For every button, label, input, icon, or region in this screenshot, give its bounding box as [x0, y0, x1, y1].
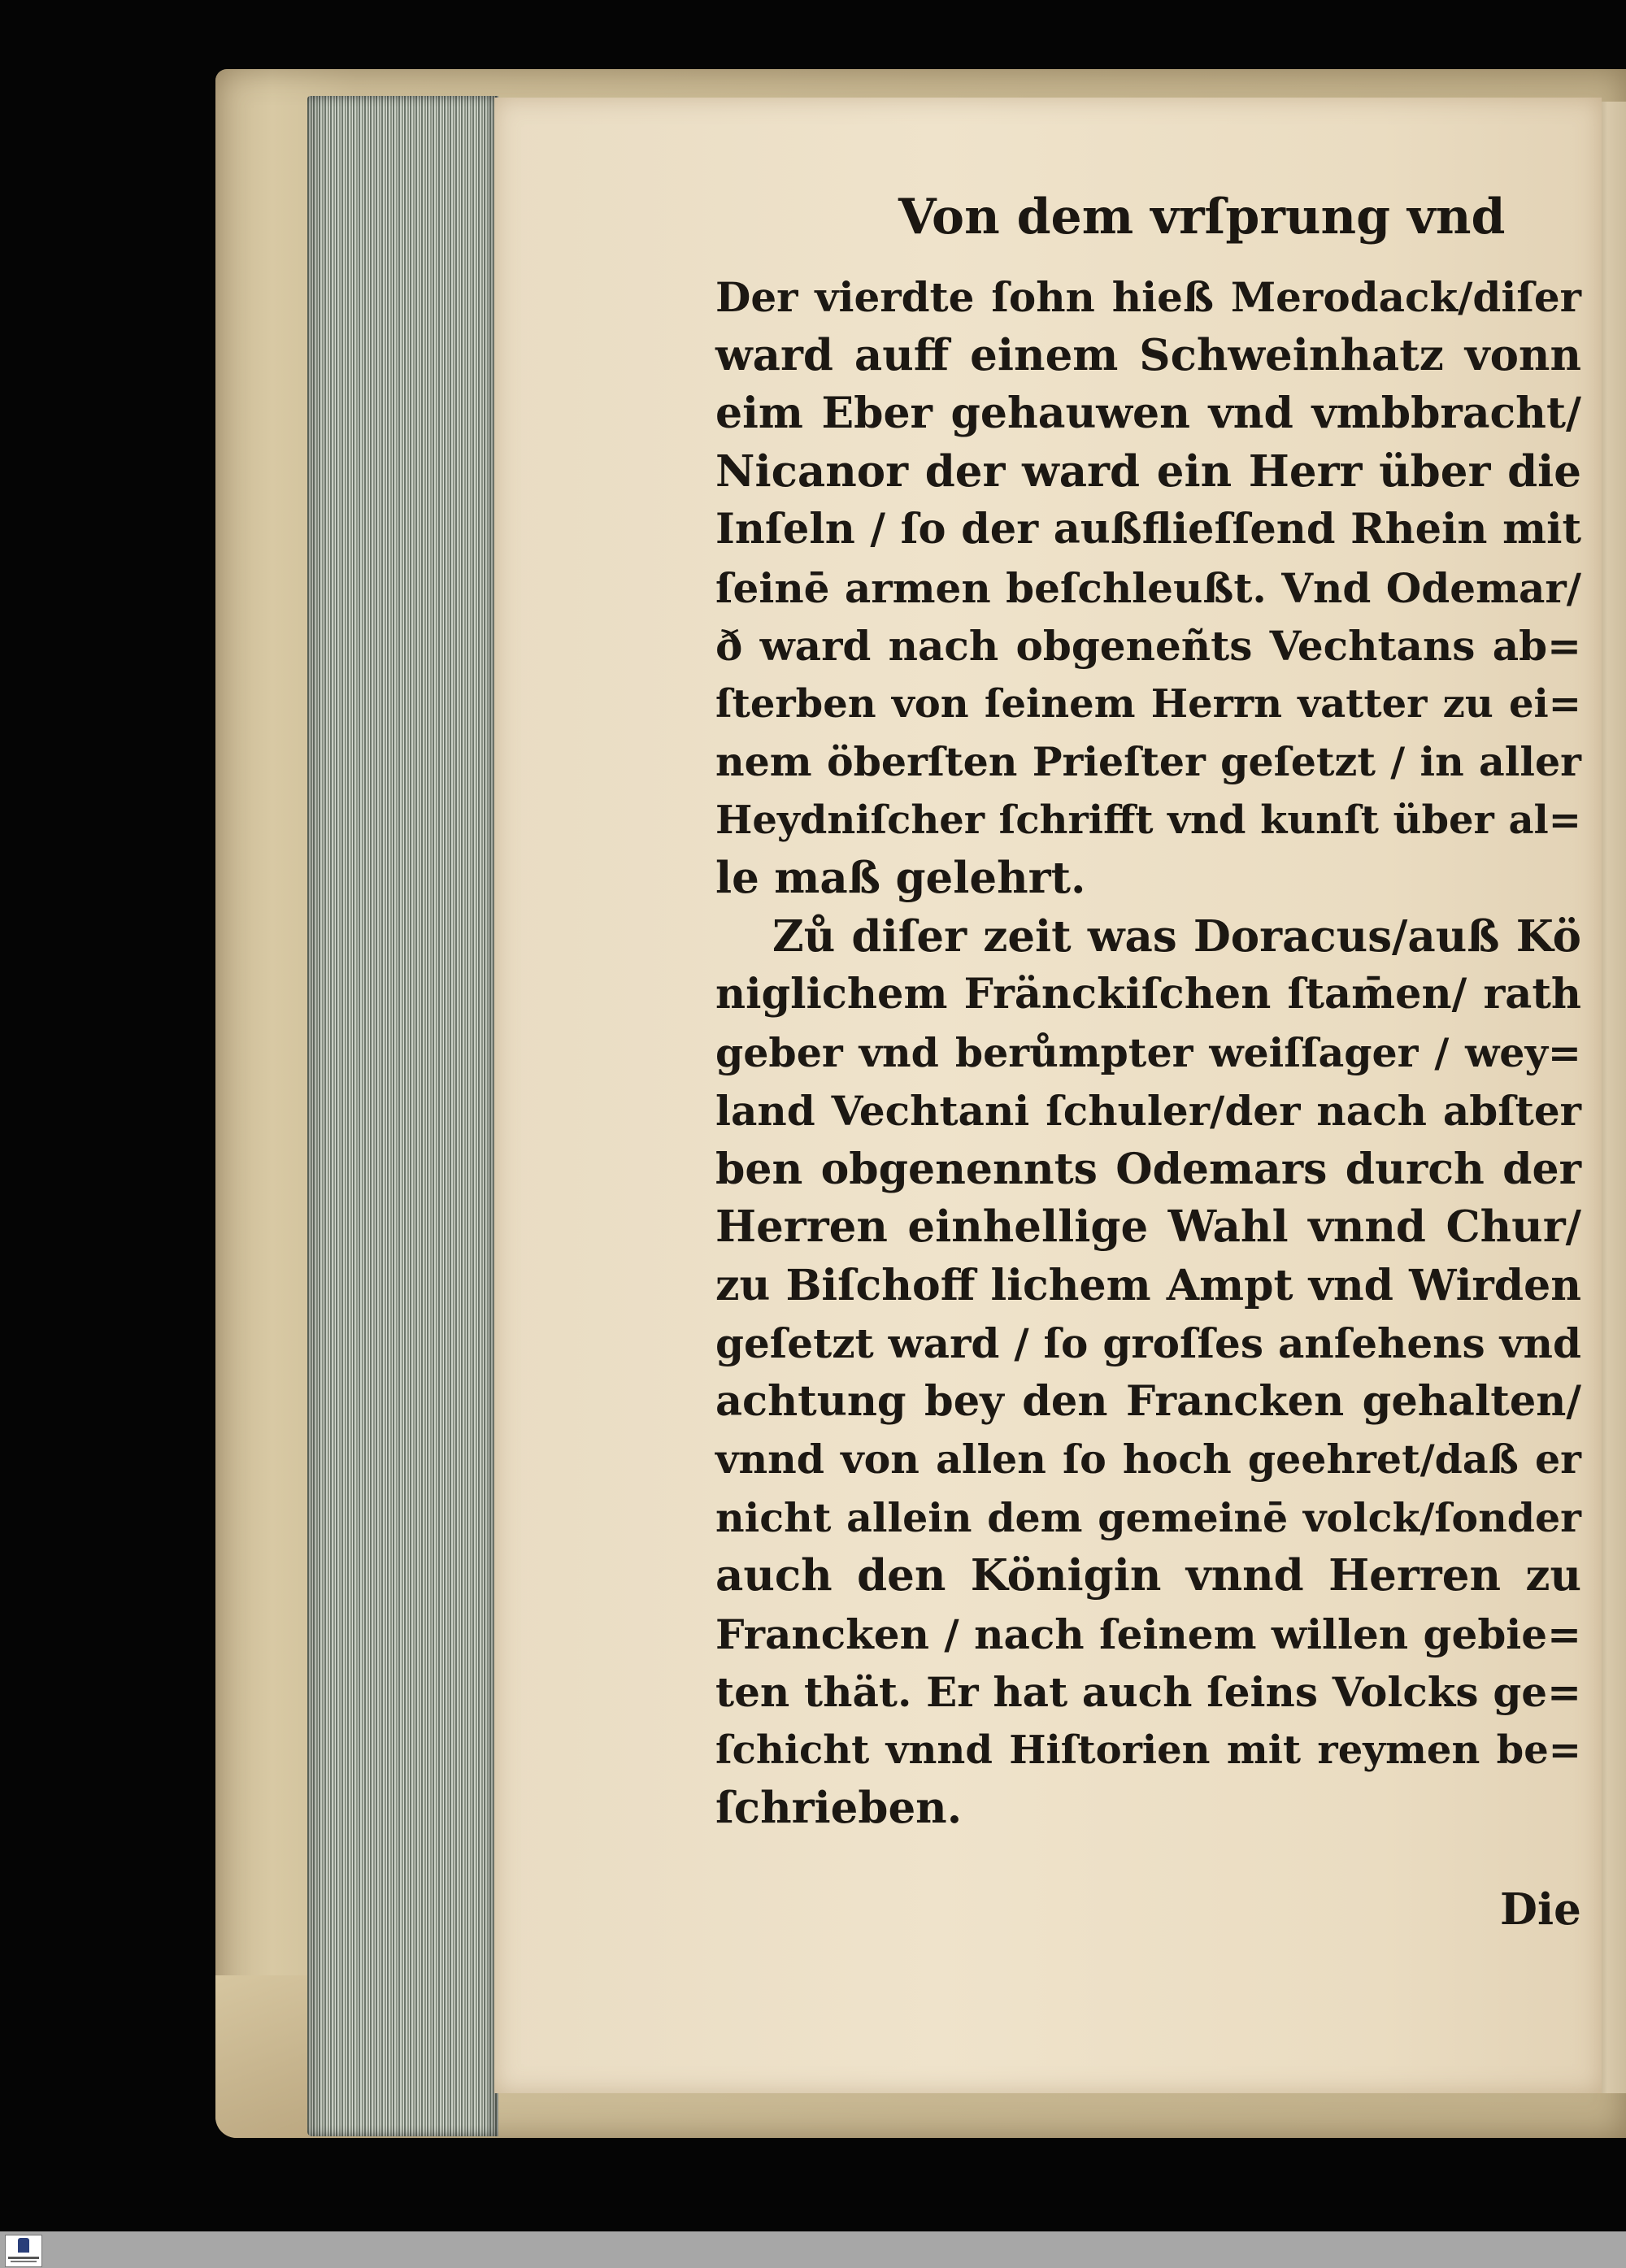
text-line: Heydniſcher ſchrifft vnd kunſt über al=: [715, 797, 1581, 843]
body-text: [715, 268, 1581, 1838]
text-line: geſetzt ward / ſo groſſes anſehens vnd: [715, 1319, 1581, 1367]
text-line: Zů diſer zeit was Doracus/auß Kö: [772, 910, 1581, 962]
text-line: Nicanor der ward ein Herr über die: [715, 445, 1581, 497]
text-line: eim Eber gehauwen vnd vmbbracht/: [715, 389, 1581, 438]
text-line: ſchicht vnnd Hiſtorien mit reymen be=: [715, 1727, 1581, 1773]
library-logo-icon: [5, 2235, 42, 2267]
text-line: Francken / nach ſeinem willen gebie=: [715, 1610, 1581, 1658]
text-line: Herren einhellige Wahl vnnd Chur/: [715, 1201, 1581, 1252]
running-head: Von dem vrſprung vnd: [898, 189, 1506, 245]
text-line: niglichem Fränckiſchen ſtam̄en/ rath: [715, 970, 1581, 1019]
text-line: ten thät. Er hat auch ſeins Volcks ge=: [715, 1668, 1581, 1716]
viewer-bottom-bar: [0, 2231, 1626, 2268]
text-line: ſchrieben.: [715, 1783, 963, 1833]
text-line: ð ward nach obgeneñts Vechtans ab=: [715, 622, 1581, 670]
text-line: ſterben von ſeinem Herrn vatter zu ei=: [715, 680, 1581, 727]
text-line: ſeinē armen beſchleußt. Vnd Odemar/: [715, 563, 1581, 612]
text-line: zu Biſchoff lichem Ampt vnd Wirden: [715, 1260, 1581, 1310]
text-line: le maß gelehrt.: [715, 853, 1086, 903]
text-line: geber vnd berůmpter weiſſager / wey=: [715, 1028, 1581, 1076]
text-line: Der vierdte ſohn hieß Merodack/diſer: [715, 273, 1581, 321]
text-line: Inſeln / ſo der außflieſſend Rhein mit: [715, 505, 1581, 554]
text-line: ben obgenennts Odemars durch der: [715, 1144, 1581, 1194]
text-line: nicht allein dem gemeinē volck/ſonder: [715, 1493, 1581, 1541]
text-line: vnnd von allen ſo hoch geehret/daß er: [715, 1436, 1581, 1483]
text-line: achtung bey den Francken gehalten/: [715, 1376, 1581, 1426]
text-line: auch den Königin vnnd Herren zu: [715, 1550, 1581, 1601]
text-line: nem öberſten Prieſter geſetzt / in aller: [715, 738, 1581, 785]
text-line: land Vechtani ſchuler/der nach abſter: [715, 1087, 1581, 1135]
text-line: ward auff einem Schweinhatz vonn: [715, 329, 1581, 380]
page-edges: [307, 96, 498, 2136]
catchword: Die: [1500, 1884, 1581, 1935]
